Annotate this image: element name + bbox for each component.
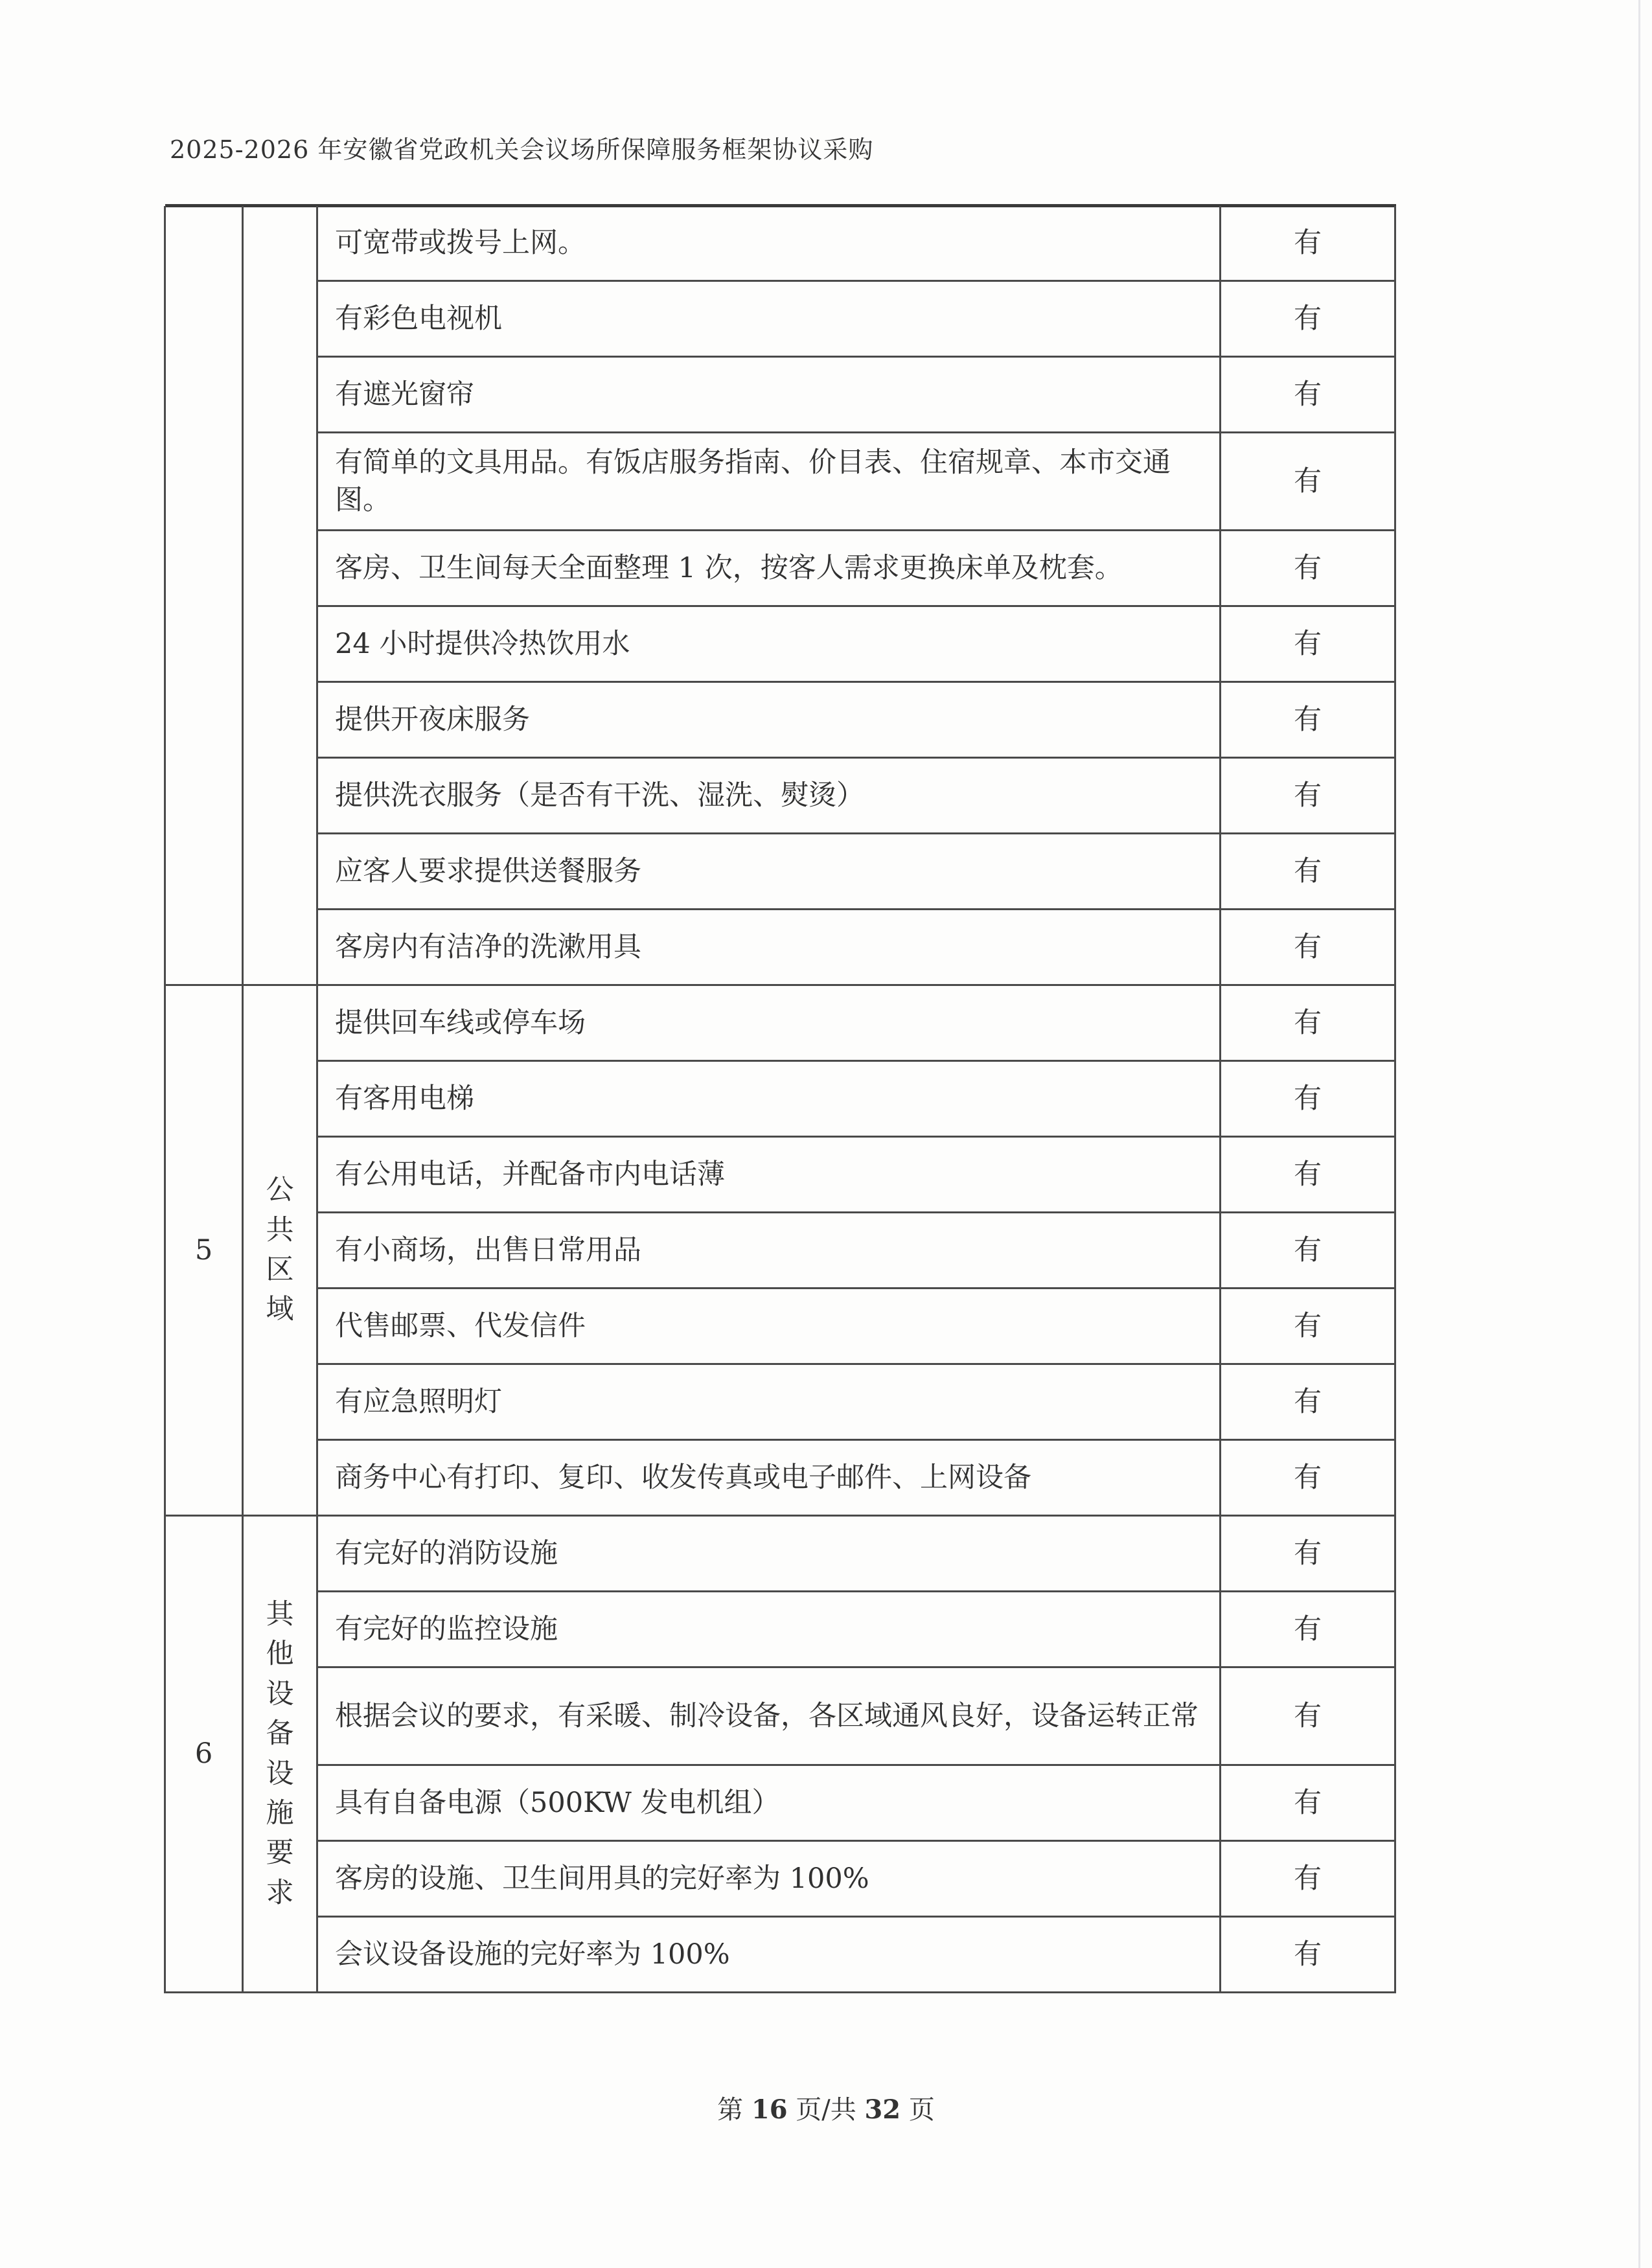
table-row	[165, 206, 1395, 281]
value-cell: 有	[1221, 682, 1395, 758]
section-category-cell-continued	[243, 206, 317, 985]
footer-suffix: 页	[908, 2095, 935, 2125]
section-category-cell	[243, 985, 317, 1516]
value-cell: 有	[1221, 834, 1395, 910]
value-cell: 有	[1221, 1213, 1395, 1289]
requirements-table	[164, 206, 1396, 1993]
item-cell: 有公用电话，并配备市内电话薄	[317, 1137, 1221, 1213]
table-row	[165, 1592, 1395, 1667]
section-number-cell: 5	[165, 985, 243, 1516]
value-cell: 有	[1221, 1364, 1395, 1440]
table-row	[165, 1841, 1395, 1917]
footer-prefix: 第	[717, 2095, 744, 2125]
footer-middle: 页/共	[796, 2095, 856, 2125]
table-row	[165, 1765, 1395, 1841]
value-cell: 有	[1221, 985, 1395, 1061]
item-cell: 具有自备电源（500KW 发电机组）	[317, 1765, 1221, 1841]
page-number-footer	[0, 2089, 1652, 2126]
item-cell: 有彩色电视机	[317, 281, 1221, 357]
total-page-count: 32	[864, 2094, 901, 2125]
item-cell: 提供洗衣服务（是否有干洗、湿洗、熨烫）	[317, 758, 1221, 834]
item-cell: 有简单的文具用品。有饭店服务指南、价目表、住宿规章、本市交通图。	[317, 433, 1221, 531]
item-cell: 客房、卫生间每天全面整理 1 次，按客人需求更换床单及枕套。	[317, 531, 1221, 606]
table-row	[165, 1917, 1395, 1993]
table-row	[165, 433, 1395, 531]
item-cell: 客房内有洁净的洗漱用具	[317, 910, 1221, 985]
table-row	[165, 834, 1395, 910]
value-cell: 有	[1221, 1137, 1395, 1213]
value-cell: 有	[1221, 433, 1395, 531]
section-category-cell	[243, 1516, 317, 1993]
section-number-cell: 6	[165, 1516, 243, 1993]
value-cell: 有	[1221, 1061, 1395, 1137]
value-cell: 有	[1221, 1765, 1395, 1841]
table-row	[165, 1213, 1395, 1289]
value-cell: 有	[1221, 910, 1395, 985]
item-cell: 提供回车线或停车场	[317, 985, 1221, 1061]
table-row	[165, 1289, 1395, 1364]
value-cell: 有	[1221, 1516, 1395, 1592]
item-cell: 商务中心有打印、复印、收发传真或电子邮件、上网设备	[317, 1440, 1221, 1516]
item-cell: 24 小时提供冷热饮用水	[317, 606, 1221, 682]
item-cell: 应客人要求提供送餐服务	[317, 834, 1221, 910]
item-cell: 代售邮票、代发信件	[317, 1289, 1221, 1364]
table-row	[165, 281, 1395, 357]
section-category-label: 公共区域	[266, 1174, 294, 1326]
value-cell: 有	[1221, 1289, 1395, 1364]
value-cell: 有	[1221, 606, 1395, 682]
table-row	[165, 682, 1395, 758]
table-row	[165, 357, 1395, 433]
item-cell: 可宽带或拨号上网。	[317, 206, 1221, 281]
table-row	[165, 1364, 1395, 1440]
item-cell: 提供开夜床服务	[317, 682, 1221, 758]
item-cell: 有遮光窗帘	[317, 357, 1221, 433]
item-cell: 有小商场，出售日常用品	[317, 1213, 1221, 1289]
value-cell: 有	[1221, 1440, 1395, 1516]
item-cell: 有客用电梯	[317, 1061, 1221, 1137]
value-cell: 有	[1221, 1841, 1395, 1917]
value-cell: 有	[1221, 1917, 1395, 1993]
table-row	[165, 531, 1395, 606]
value-cell: 有	[1221, 206, 1395, 281]
table-row	[165, 985, 1395, 1061]
table-row	[165, 606, 1395, 682]
value-cell: 有	[1221, 1667, 1395, 1765]
table-row	[165, 1440, 1395, 1516]
item-cell: 有应急照明灯	[317, 1364, 1221, 1440]
table-row	[165, 1137, 1395, 1213]
table-row	[165, 910, 1395, 985]
section-category-label: 其他设备设施要求	[266, 1598, 294, 1909]
item-cell: 根据会议的要求，有采暖、制冷设备，各区域通风良好，设备运转正常	[317, 1667, 1221, 1765]
table-row	[165, 758, 1395, 834]
item-cell: 会议设备设施的完好率为 100%	[317, 1917, 1221, 1993]
table-row	[165, 1061, 1395, 1137]
value-cell: 有	[1221, 1592, 1395, 1667]
table-row	[165, 1516, 1395, 1592]
item-cell: 有完好的监控设施	[317, 1592, 1221, 1667]
item-cell: 有完好的消防设施	[317, 1516, 1221, 1592]
value-cell: 有	[1221, 357, 1395, 433]
item-cell: 客房的设施、卫生间用具的完好率为 100%	[317, 1841, 1221, 1917]
value-cell: 有	[1221, 758, 1395, 834]
section-number-cell-continued	[165, 206, 243, 985]
table-row	[165, 1667, 1395, 1765]
value-cell: 有	[1221, 531, 1395, 606]
document-header-title: 2025-2026 年安徽省党政机关会议场所保障服务框架协议采购	[170, 135, 874, 164]
current-page-number: 16	[751, 2094, 788, 2125]
scan-edge-line	[1638, 0, 1640, 2268]
value-cell: 有	[1221, 281, 1395, 357]
